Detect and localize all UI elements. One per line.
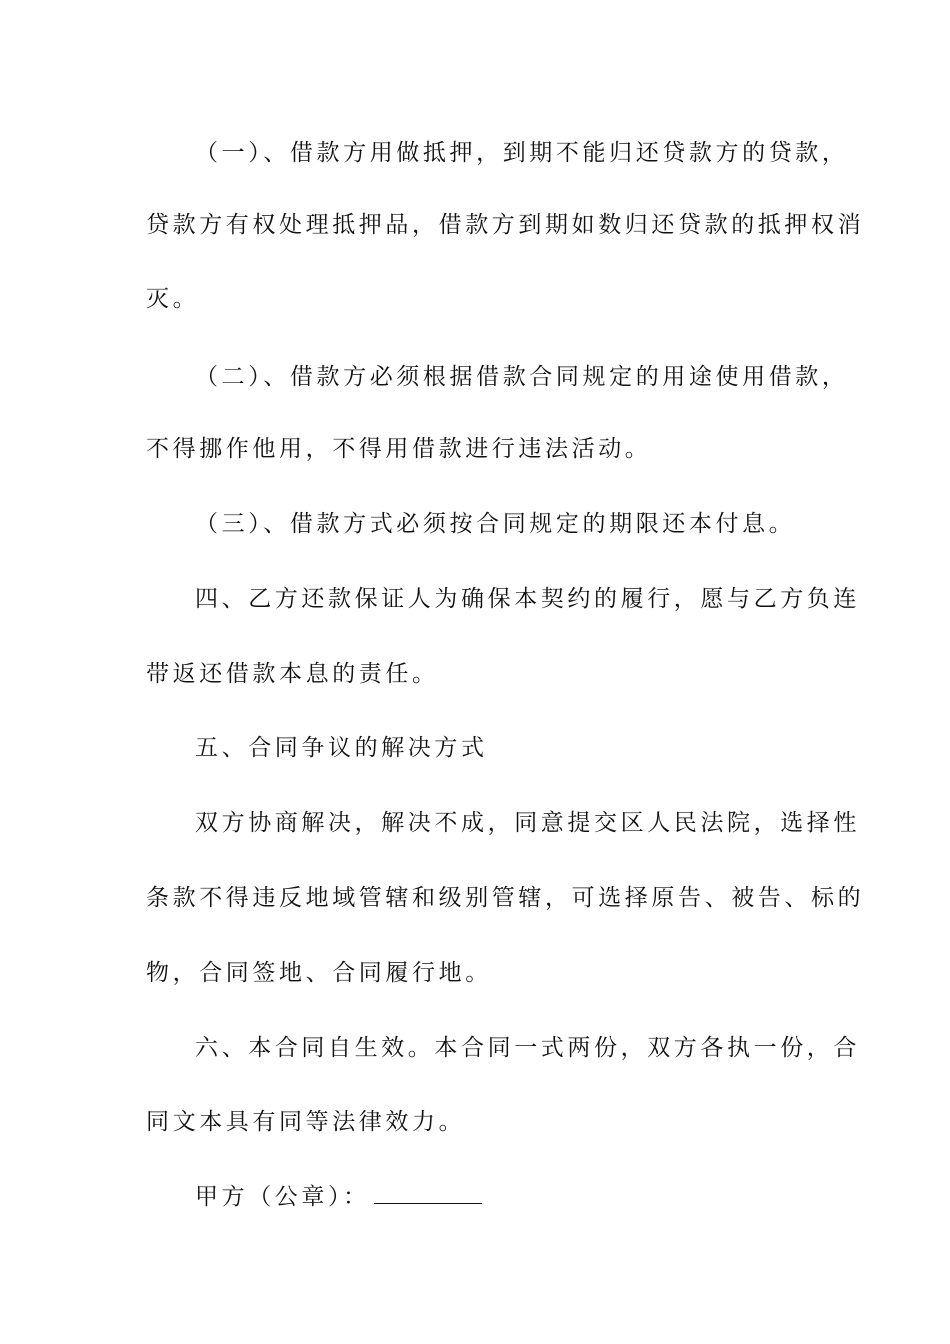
clause-2-line-1: （二）、借款方必须根据借款合同规定的用途使用借款， (195, 364, 849, 390)
section-4-line-2: 带返还借款本息的责任。 (146, 661, 439, 687)
section-5-heading: 五、合同争议的解决方式 (195, 735, 488, 761)
party-a-seal-label: 甲方（公章）： (195, 1184, 370, 1210)
clause-1-line-1: （一）、借款方用做抵押，到期不能归还贷款方的贷款， (195, 140, 849, 166)
clause-1-line-3: 灭。 (146, 286, 200, 312)
signature-blank (374, 1185, 482, 1204)
section-5-line-1: 双方协商解决，解决不成，同意提交区人民法院，选择性 (195, 810, 860, 836)
section-4-line-1: 四、乙方还款保证人为确保本契约的履行，愿与乙方负连 (195, 586, 860, 612)
section-6-line-2: 同文本具有同等法律效力。 (146, 1109, 466, 1135)
section-5-line-3: 物，合同签地、合同履行地。 (146, 960, 492, 986)
clause-2-line-2: 不得挪作他用，不得用借款进行违法活动。 (146, 436, 652, 462)
section-5-line-2: 条款不得违反地域管辖和级别管辖，可选择原告、被告、标的 (146, 885, 865, 911)
section-6-line-1: 六、本合同自生效。本合同一式两份，双方各执一份，合 (195, 1035, 860, 1061)
clause-1-line-2: 贷款方有权处理抵押品，借款方到期如数归还贷款的抵押权消 (146, 212, 865, 238)
clause-3-line-1: （三）、借款方式必须按合同规定的期限还本付息。 (195, 511, 796, 537)
signature-line (195, 1182, 806, 1212)
